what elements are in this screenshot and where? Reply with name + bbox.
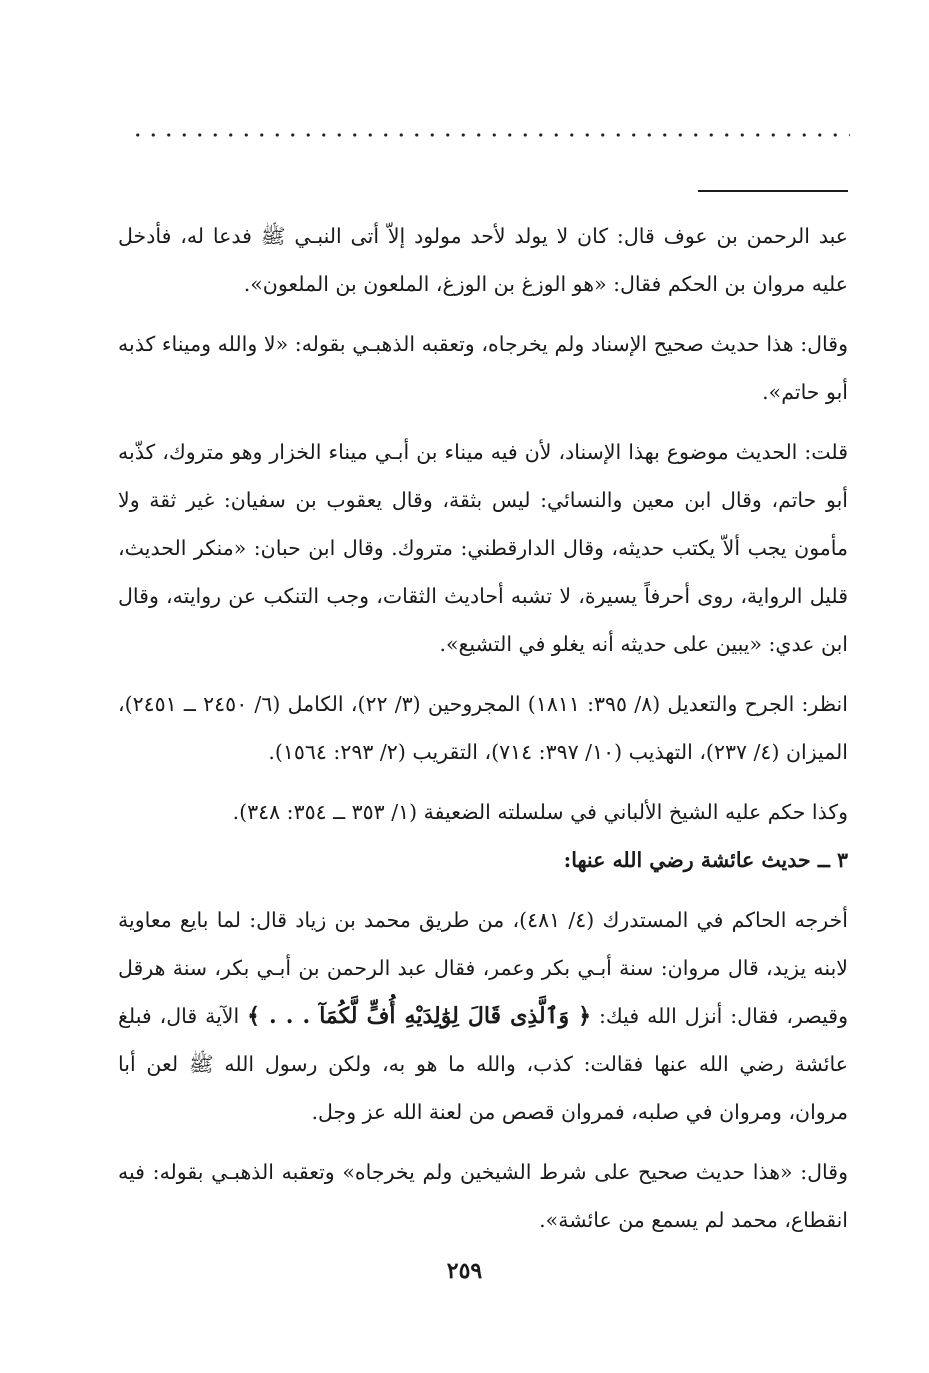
paragraph-3: قلت: الحديث موضوع بهذا الإسناد، لأن فيه ميناء بن أبـي ميناء الخزار وهو متروك، كذّبه أبو حاتم، وقال ابن معين والنسائي: ليس بثقة، وقال يعقوب بن سفيان: غير ثقة ولا مأمون يجب ألاّ يكتب حديثه، وقال الدارقطني: متروك. وقال ابن حبان: «منكر الحديث، قليل الرواية، روى أحرفاً يسيرة، لا تشبه أحاديث الثقات، وجب التنكب عن روايته، وقال ابن عدي: «يبين على حديثه أنه يغلو في التشيع». bbox=[118, 440, 848, 656]
page-number: ٢٥٩ bbox=[446, 1258, 483, 1284]
paragraph-6-after: الآية قال، فبلغ عائشة رضي الله عنها فقالت: كذب، والله ما هو به، ولكن رسول الله ﷺ لعن أبا مروان، ومروان في صلبه، فمروان قصص من لعنة الله عز وجل. bbox=[118, 1004, 848, 1124]
quran-verse: ﴿ وَٱلَّذِى قَالَ لِوَٰلِدَيْهِ أُفٍّ لَّكُمَآ . . . ﴾ bbox=[247, 1003, 592, 1029]
footnote-body bbox=[118, 212, 848, 1244]
footnote-rule bbox=[698, 190, 848, 192]
paragraph-6 bbox=[118, 896, 848, 1136]
section-heading-text: ٣ ــ حديث عائشة رضي الله عنها: bbox=[563, 848, 848, 872]
section-heading bbox=[118, 836, 848, 884]
paragraph-4: انظر: الجرح والتعديل (٨/ ٣٩٥: ١٨١١) المجروحين (٣/ ٢٢)، الكامل (٦/ ٢٤٥٠ ــ ٢٤٥١)، الميزان (٤/ ٢٣٧)، التهذيب (١٠/ ٣٩٧: ٧١٤)، التقريب (٢/ ٢٩٣: ١٥٦٤). bbox=[118, 692, 848, 764]
paragraph-2: وقال: هذا حديث صحيح الإسناد ولم يخرجاه، وتعقبه الذهبـي بقوله: «لا والله وميناء كذبه أبو حاتم». bbox=[118, 332, 848, 404]
paragraph-7: وقال: «هذا حديث صحيح على شرط الشيخين ولم يخرجاه» وتعقبه الذهبـي بقوله: فيه انقطاع، محمد لم يسمع من عائشة». bbox=[118, 1160, 848, 1232]
dotted-separator bbox=[130, 130, 850, 140]
paragraph-6-before: أخرجه الحاكم في المستدرك (٤/ ٤٨١)، من طريق محمد بن زياد قال: لما بايع معاوية لابنه يزيد، قال مروان: سنة أبـي بكر وعمر، فقال عبد الرحمن بن أبـي بكر، سنة هرقل وقيصر، فقال: أنزل الله فيك: bbox=[118, 908, 848, 1028]
paragraph-5: وكذا حكم عليه الشيخ الألباني في سلسلته الضعيفة (١/ ٣٥٣ ــ ٣٥٤: ٣٤٨). bbox=[232, 800, 848, 824]
paragraph-1: عبد الرحمن بن عوف قال: كان لا يولد لأحد مولود إلاّ أتى النبـي ﷺ فدعا له، فأدخل عليه مروان بن الحكم فقال: «هو الوزغ بن الوزغ، الملعون بن الملعون». bbox=[118, 224, 848, 296]
